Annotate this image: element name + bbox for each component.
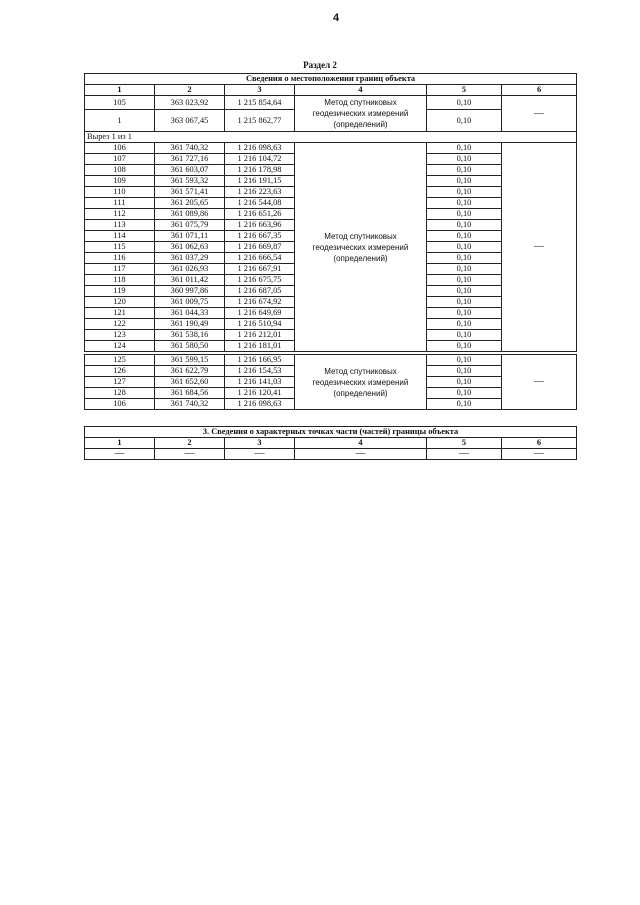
x-coordinate-cell: 361 740,32 [155, 399, 225, 410]
accuracy-cell: 0,10 [427, 308, 502, 319]
accuracy-cell: 0,10 [427, 143, 502, 154]
accuracy-cell: 0,10 [427, 242, 502, 253]
table-row [85, 96, 577, 110]
table-cell: — [225, 449, 295, 460]
cut-label: Вырез 1 из 1 [85, 132, 577, 143]
method-cell: Метод спутниковых геодезических измерений (определений) [295, 96, 427, 132]
x-coordinate-cell: 361 538,16 [155, 330, 225, 341]
accuracy-cell: 0,10 [427, 220, 502, 231]
point-number-cell: 128 [85, 388, 155, 399]
column-header: 6 [502, 85, 577, 96]
x-coordinate-cell: 361 009,75 [155, 297, 225, 308]
x-coordinate-cell: 361 622,79 [155, 366, 225, 377]
column-header: 6 [502, 438, 577, 449]
table-cell: — [427, 449, 502, 460]
point-number-cell: 108 [85, 165, 155, 176]
column-header: 1 [85, 438, 155, 449]
x-coordinate-cell: 361 205,65 [155, 198, 225, 209]
table-cell: — [155, 449, 225, 460]
y-coordinate-cell: 1 216 663,96 [225, 220, 295, 231]
y-coordinate-cell: 1 216 649,69 [225, 308, 295, 319]
y-coordinate-cell: 1 216 651,26 [225, 209, 295, 220]
section-title: Раздел 2 [303, 60, 337, 70]
accuracy-cell: 0,10 [427, 231, 502, 242]
x-coordinate-cell: 361 580,50 [155, 341, 225, 352]
point-number-cell: 126 [85, 366, 155, 377]
accuracy-cell: 0,10 [427, 330, 502, 341]
x-coordinate-cell: 361 011,42 [155, 275, 225, 286]
note-cell: — [502, 96, 577, 132]
x-coordinate-cell: 361 071,11 [155, 231, 225, 242]
point-number-cell: 106 [85, 143, 155, 154]
point-number-cell: 122 [85, 319, 155, 330]
y-coordinate-cell: 1 216 178,98 [225, 165, 295, 176]
y-coordinate-cell: 1 216 667,35 [225, 231, 295, 242]
method-cell: Метод спутниковых геодезических измерений (определений) [295, 355, 427, 410]
table-row [85, 355, 577, 366]
point-number-cell: 121 [85, 308, 155, 319]
x-coordinate-cell: 361 599,15 [155, 355, 225, 366]
x-coordinate-cell: 361 684,56 [155, 388, 225, 399]
x-coordinate-cell: 361 740,32 [155, 143, 225, 154]
point-number-cell: 1 [85, 110, 155, 132]
column-header: 5 [427, 85, 502, 96]
column-header: 2 [155, 85, 225, 96]
point-number-cell: 113 [85, 220, 155, 231]
x-coordinate-cell: 361 652,60 [155, 377, 225, 388]
accuracy-cell: 0,10 [427, 165, 502, 176]
note-cell: — [502, 143, 577, 352]
x-coordinate-cell: 361 593,32 [155, 176, 225, 187]
table-row [85, 449, 577, 460]
y-coordinate-cell: 1 216 154,53 [225, 366, 295, 377]
y-coordinate-cell: 1 216 141,03 [225, 377, 295, 388]
accuracy-cell: 0,10 [427, 297, 502, 308]
x-coordinate-cell: 361 044,33 [155, 308, 225, 319]
y-coordinate-cell: 1 216 191,15 [225, 176, 295, 187]
y-coordinate-cell: 1 216 666,54 [225, 253, 295, 264]
accuracy-cell: 0,10 [427, 110, 502, 132]
y-coordinate-cell: 1 216 675,75 [225, 275, 295, 286]
column-header: 5 [427, 438, 502, 449]
point-number-cell: 116 [85, 253, 155, 264]
table-cell: — [502, 449, 577, 460]
point-number-cell: 117 [85, 264, 155, 275]
y-coordinate-cell: 1 216 674,92 [225, 297, 295, 308]
point-number-cell: 127 [85, 377, 155, 388]
accuracy-cell: 0,10 [427, 319, 502, 330]
column-header: 3 [225, 85, 295, 96]
x-coordinate-cell: 361 075,79 [155, 220, 225, 231]
y-coordinate-cell: 1 216 120,41 [225, 388, 295, 399]
accuracy-cell: 0,10 [427, 253, 502, 264]
accuracy-cell: 0,10 [427, 377, 502, 388]
accuracy-cell: 0,10 [427, 355, 502, 366]
x-coordinate-cell: 363 023,92 [155, 96, 225, 110]
x-coordinate-cell: 361 727,16 [155, 154, 225, 165]
point-number-cell: 124 [85, 341, 155, 352]
y-coordinate-cell: 1 216 098,63 [225, 143, 295, 154]
y-coordinate-cell: 1 216 223,63 [225, 187, 295, 198]
accuracy-cell: 0,10 [427, 399, 502, 410]
x-coordinate-cell: 361 603,07 [155, 165, 225, 176]
accuracy-cell: 0,10 [427, 96, 502, 110]
x-coordinate-cell: 361 062,63 [155, 242, 225, 253]
y-coordinate-cell: 1 216 166,95 [225, 355, 295, 366]
accuracy-cell: 0,10 [427, 176, 502, 187]
column-header: 2 [155, 438, 225, 449]
table-title: 3. Сведения о характерных точках части (частей) границы объекта [85, 427, 577, 438]
boundary-table [84, 73, 577, 410]
y-coordinate-cell: 1 216 687,05 [225, 286, 295, 297]
y-coordinate-cell: 1 216 544,08 [225, 198, 295, 209]
x-coordinate-cell: 361 026,93 [155, 264, 225, 275]
y-coordinate-cell: 1 216 510,94 [225, 319, 295, 330]
x-coordinate-cell: 361 037,29 [155, 253, 225, 264]
column-header: 3 [225, 438, 295, 449]
point-number-cell: 111 [85, 198, 155, 209]
point-number-cell: 114 [85, 231, 155, 242]
accuracy-cell: 0,10 [427, 209, 502, 220]
point-number-cell: 105 [85, 96, 155, 110]
column-header: 4 [295, 438, 427, 449]
accuracy-cell: 0,10 [427, 187, 502, 198]
y-coordinate-cell: 1 216 098,63 [225, 399, 295, 410]
accuracy-cell: 0,10 [427, 366, 502, 377]
x-coordinate-cell: 361 089,86 [155, 209, 225, 220]
page-number: 4 [333, 12, 340, 24]
y-coordinate-cell: 1 216 181,01 [225, 341, 295, 352]
x-coordinate-cell: 360 997,86 [155, 286, 225, 297]
table-cell: — [85, 449, 155, 460]
point-number-cell: 120 [85, 297, 155, 308]
y-coordinate-cell: 1 215 854,64 [225, 96, 295, 110]
note-cell: — [502, 355, 577, 410]
point-number-cell: 110 [85, 187, 155, 198]
x-coordinate-cell: 361 190,49 [155, 319, 225, 330]
x-coordinate-cell: 363 067,45 [155, 110, 225, 132]
accuracy-cell: 0,10 [427, 388, 502, 399]
point-number-cell: 115 [85, 242, 155, 253]
point-number-cell: 107 [85, 154, 155, 165]
accuracy-cell: 0,10 [427, 286, 502, 297]
column-header: 4 [295, 85, 427, 96]
y-coordinate-cell: 1 215 862,77 [225, 110, 295, 132]
table-row [85, 143, 577, 154]
column-header: 1 [85, 85, 155, 96]
x-coordinate-cell: 361 571,41 [155, 187, 225, 198]
method-cell: Метод спутниковых геодезических измерений (определений) [295, 143, 427, 352]
accuracy-cell: 0,10 [427, 275, 502, 286]
table-row [85, 132, 577, 143]
point-number-cell: 125 [85, 355, 155, 366]
point-number-cell: 118 [85, 275, 155, 286]
point-number-cell: 123 [85, 330, 155, 341]
y-coordinate-cell: 1 216 212,01 [225, 330, 295, 341]
point-number-cell: 119 [85, 286, 155, 297]
accuracy-cell: 0,10 [427, 341, 502, 352]
table-cell: — [295, 449, 427, 460]
y-coordinate-cell: 1 216 669,87 [225, 242, 295, 253]
y-coordinate-cell: 1 216 667,91 [225, 264, 295, 275]
accuracy-cell: 0,10 [427, 264, 502, 275]
y-coordinate-cell: 1 216 104,72 [225, 154, 295, 165]
point-number-cell: 112 [85, 209, 155, 220]
table-title: Сведения о местоположении границ объекта [85, 74, 577, 85]
point-number-cell: 109 [85, 176, 155, 187]
part-points-table [84, 426, 577, 460]
accuracy-cell: 0,10 [427, 154, 502, 165]
point-number-cell: 106 [85, 399, 155, 410]
accuracy-cell: 0,10 [427, 198, 502, 209]
